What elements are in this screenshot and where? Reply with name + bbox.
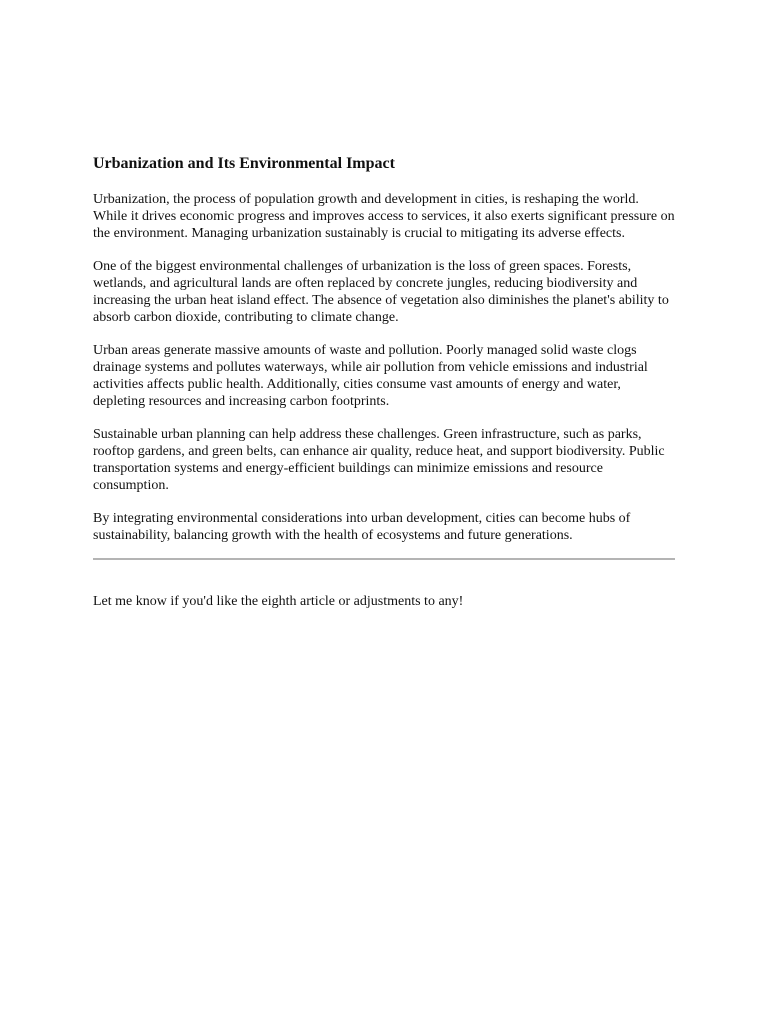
article-paragraph-4: Sustainable urban planning can help address these challenges. Green infrastructure, such as parks, rooftop gardens, and green belts, can enhance air quality, reduce heat, and support biodiversity. Public transportation systems and energy-efficient buildings can minimize emissions and resource consumption. [93, 427, 665, 493]
article-paragraph-1: Urbanization, the process of population growth and development in cities, is reshaping the world. While it drives economic progress and improves access to services, it also exerts significant pressure on the environment. Managing urbanization sustainably is crucial to mitigating its adverse effects. [93, 192, 675, 241]
footer-note: Let me know if you'd like the eighth article or adjustments to any! [93, 594, 464, 609]
article-paragraph-2: One of the biggest environmental challenges of urbanization is the loss of green spaces. Forests, wetlands, and agricultural lands are often replaced by concrete jungles, reducing biodiversity and increasing the urban heat island effect. The absence of vegetation also diminishes the planet's ability to absorb carbon dioxide, contributing to climate change. [93, 259, 669, 325]
article-paragraph-5: By integrating environmental considerations into urban development, cities can become hubs of sustainability, balancing growth with the health of ecosystems and future generations. [93, 511, 631, 543]
horizontal-divider [93, 558, 675, 560]
article-paragraph-3: Urban areas generate massive amounts of waste and pollution. Poorly managed solid waste clogs drainage systems and pollutes waterways, while air pollution from vehicle emissions and industrial activities affects public health. Additionally, cities consume vast amounts of energy and water, depleting resources and increasing carbon footprints. [93, 343, 648, 409]
article-title: Urbanization and Its Environmental Impact [93, 155, 395, 172]
document-page [93, 154, 675, 610]
